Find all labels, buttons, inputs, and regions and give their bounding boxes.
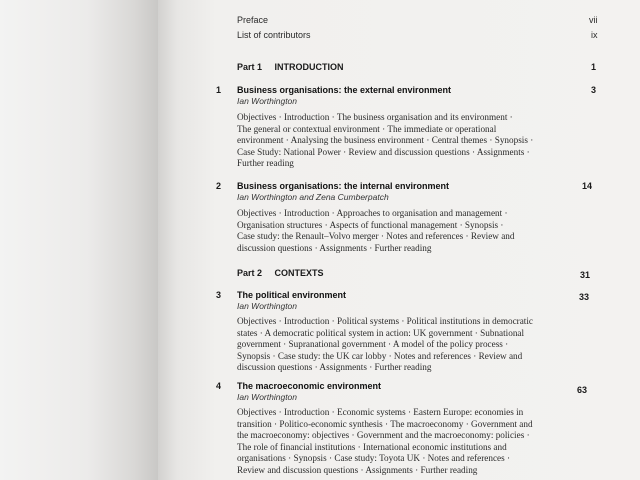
chapter-author-4: Ian Worthington	[237, 392, 298, 402]
synopsis-line: Synopsis · Case study: the UK car lobby · Notes and references · Review and	[237, 350, 523, 361]
synopsis-line: discussion questions · Assignments · Further reading	[237, 362, 432, 372]
synopsis-line: government · Supranational government · A model of the policy process ·	[237, 339, 509, 349]
synopsis-line: transition · Politico-economic synthesis · The macroeconomy · Government and	[237, 418, 533, 429]
synopsis-line: discussion questions · Assignments · Further reading	[237, 242, 432, 253]
chapter-synopsis-3	[237, 316, 533, 374]
part-label: Part 2	[237, 268, 263, 278]
synopsis-line: The general or contextual environment · The immediate or operational	[237, 123, 497, 134]
chapter-number-3: 3	[216, 290, 222, 300]
synopsis-line: states · A democratic political system in action: UK government · Subnational	[237, 327, 525, 338]
toc-entry-contributors: List of contributors	[237, 30, 311, 40]
synopsis-line: Objectives · Introduction · Approaches to organisation and management ·	[237, 208, 508, 218]
synopsis-line: Case study: the Renault–Volvo merger · Notes and references · Review and	[237, 231, 515, 241]
chapter-page-1: 3	[591, 85, 597, 95]
synopsis-line: environment · Analysing the business environment · Central themes · Synopsis ·	[237, 135, 534, 145]
synopsis-line: Further reading	[237, 158, 294, 168]
synopsis-line: Objectives · Introduction · Economic systems · Eastern Europe: economies in	[237, 407, 524, 417]
part-label: Part 1	[237, 62, 263, 72]
synopsis-line: Objectives · Introduction · Political systems · Political institutions in democratic	[237, 316, 533, 326]
part-heading-2	[237, 268, 324, 278]
chapter-synopsis-2	[237, 208, 515, 254]
chapter-page-2: 14	[582, 181, 593, 191]
chapter-title-1: Business organisations: the external environment	[237, 85, 452, 95]
chapter-number-2: 2	[216, 181, 222, 191]
toc-entry-preface: Preface	[237, 15, 269, 25]
synopsis-line: organisations · Synopsis · Case study: Toyota UK · Notes and references ·	[237, 453, 511, 463]
synopsis-line: Organisation structures · Aspects of functional management · Synopsis ·	[237, 219, 504, 230]
part-page-1: 1	[591, 62, 597, 72]
part-title: INTRODUCTION	[274, 62, 344, 72]
part-title: CONTEXTS	[274, 268, 324, 278]
chapter-number-4: 4	[216, 381, 222, 391]
chapter-author-2: Ian Worthington and Zena Cumberpatch	[237, 192, 389, 202]
chapter-title-3: The political environment	[237, 290, 347, 300]
chapter-synopsis-1	[237, 112, 533, 170]
left-page-gutter	[0, 0, 158, 480]
synopsis-line: the macroeconomy: objectives · Government and the macroeconomy: policies ·	[237, 430, 530, 440]
chapter-author-3: Ian Worthington	[237, 301, 298, 311]
chapter-title-4: The macroeconomic environment	[237, 381, 382, 391]
chapter-page-4: 63	[577, 385, 588, 395]
synopsis-line: Case Study: National Power · Review and discussion questions · Assignments ·	[237, 146, 530, 157]
synopsis-line: Review and discussion questions · Assignments · Further reading	[237, 464, 478, 475]
toc-page-preface: vii	[589, 15, 598, 25]
part-page-2: 31	[580, 270, 591, 280]
synopsis-line: The role of financial institutions · International economic institutions and	[237, 441, 507, 452]
toc-page-contributors: ix	[591, 30, 598, 40]
chapter-page-3: 33	[579, 292, 590, 302]
chapter-synopsis-4	[237, 407, 533, 476]
chapter-number-1: 1	[216, 85, 222, 95]
chapter-author-1: Ian Worthington	[237, 96, 298, 106]
chapter-title-2: Business organisations: the internal environment	[237, 181, 450, 191]
synopsis-line: Objectives · Introduction · The business organisation and its environment ·	[237, 112, 513, 122]
part-heading-1	[237, 62, 344, 72]
